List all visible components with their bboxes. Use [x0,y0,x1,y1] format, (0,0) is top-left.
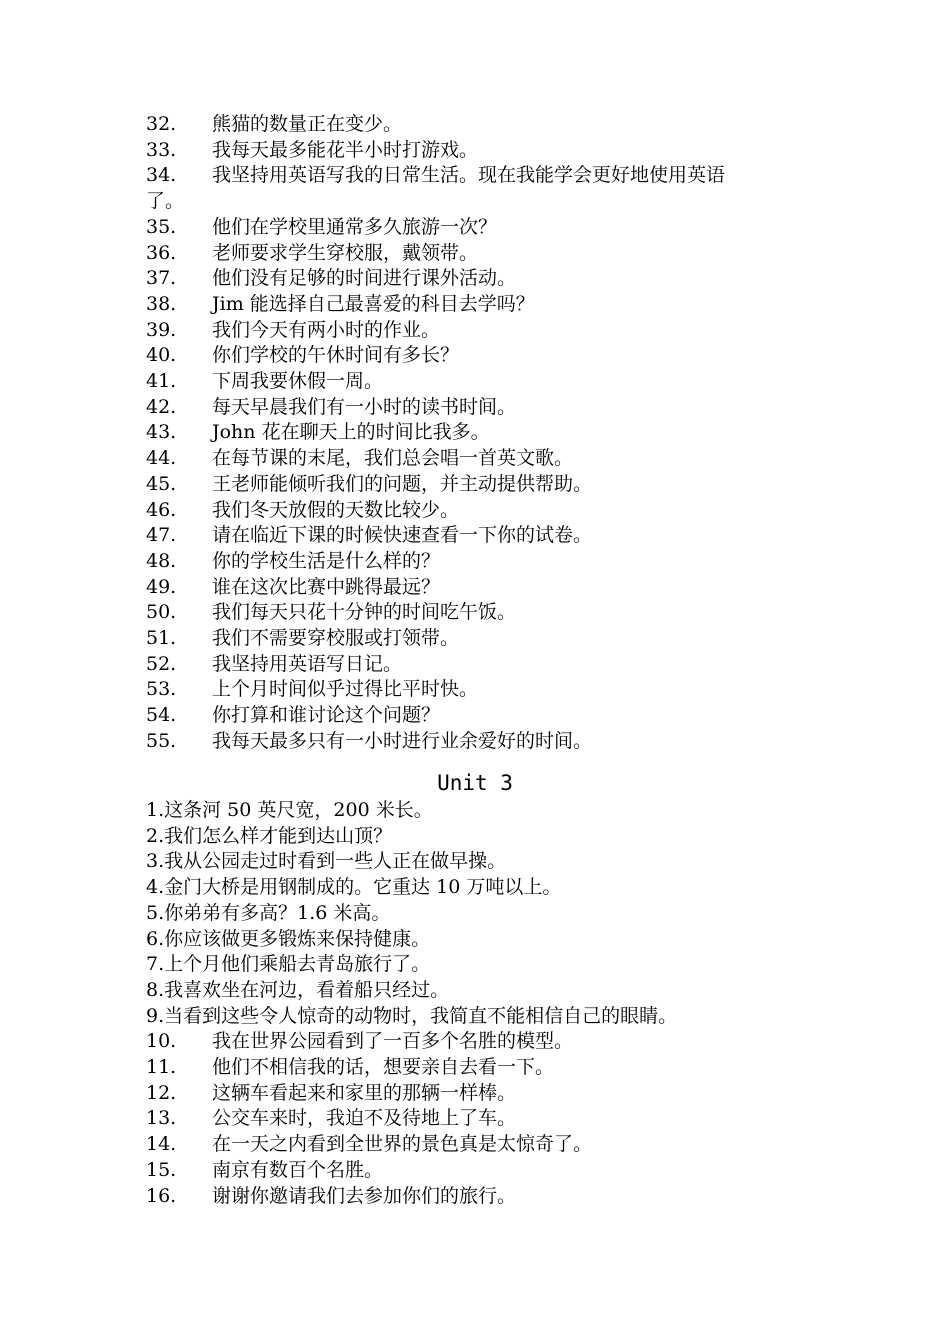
item-number: 36. [146,241,177,264]
list-item [146,1158,826,1184]
item-text: 我在世界公园看到了一百多个名胜的模型。 [212,1030,574,1053]
item-number: 1. [146,799,165,821]
item-number: 33. [146,138,177,161]
list-item [146,215,826,241]
item-text-continuation: 了。 [146,190,185,213]
item-text: 在每节课的末尾，我们总会唱一首英文歌。 [212,447,574,470]
item-number: 9. [146,1004,165,1027]
list-item [146,1081,826,1107]
list-item [146,549,826,575]
item-number: 44. [146,447,177,470]
item-number: 48. [146,549,177,572]
list-item [146,875,826,901]
item-text: 南京有数百个名胜。 [212,1158,384,1181]
item-number: 51. [146,627,177,650]
list-item [146,575,826,601]
sentence-list-unit2 [146,112,826,755]
item-text: 我坚持用英语写我的日常生活。现在我能学会更好地使用英语 [212,164,726,187]
item-number: 4. [146,876,165,899]
item-number: 46. [146,498,177,521]
list-item [146,1055,826,1081]
item-number: 49. [146,575,177,598]
item-number: 53. [146,678,177,701]
item-text: 他们没有足够的时间进行课外活动。 [212,267,517,290]
item-text: 每天早晨我们有一小时的读书时间。 [212,395,517,418]
list-item [146,600,826,626]
item-text: 上个月时间似乎过得比平时快。 [212,678,479,701]
item-text: 老师要求学生穿校服，戴领带。 [212,241,479,264]
list-item [146,318,826,344]
list-item [146,729,826,755]
list-item [146,703,826,729]
item-text: Jim 能选择自己最喜爱的科目去学吗？ [212,292,535,315]
item-number: 7. [146,953,165,976]
item-number: 10. [146,1030,177,1053]
item-text: 在一天之内看到全世界的景色真是太惊奇了。 [212,1133,593,1156]
item-number: 37. [146,267,177,290]
item-text: 我从公园走过时看到一些人正在做早操。 [164,850,507,873]
item-text: 上个月他们乘船去青岛旅行了。 [164,953,431,976]
list-item [146,498,826,524]
item-text: 你弟弟有多高？1.6 米高。 [164,901,391,924]
item-text: 王老师能倾听我们的问题，并主动提供帮助。 [212,472,593,495]
list-item [146,798,826,824]
item-text: 你应该做更多锻炼来保持健康。 [164,927,431,950]
item-number: 32. [146,113,177,135]
item-text: 谁在这次比赛中跳得最远？ [212,575,441,598]
item-number: 13. [146,1107,177,1130]
item-number: 40. [146,344,177,367]
item-text: 他们不相信我的话，想要亲自去看一下。 [212,1056,555,1079]
item-number: 11. [146,1056,177,1079]
item-text: 我们每天只花十分钟的时间吃午饭。 [212,601,517,624]
item-number: 34. [146,164,177,187]
list-item [146,420,826,446]
list-item [146,395,826,421]
item-number: 54. [146,704,177,727]
item-number: 47. [146,524,177,547]
item-text: 我喜欢坐在河边，看着船只经过。 [164,978,450,1001]
list-item [146,1132,826,1158]
item-text: 你们学校的午休时间有多长？ [212,344,460,367]
list-item [146,1184,826,1210]
list-item [146,343,826,369]
item-number: 14. [146,1133,177,1156]
item-number: 6. [146,927,165,950]
item-text: 我们怎么样才能到达山顶？ [164,824,393,847]
list-item [146,952,826,978]
list-item [146,677,826,703]
item-text: 我们不需要穿校服或打领带。 [212,627,460,650]
item-text: 下周我要休假一周。 [212,370,384,393]
list-item [146,292,826,318]
list-item [146,369,826,395]
list-item [146,978,826,1004]
item-text: 我每天最多只有一小时进行业余爱好的时间。 [212,729,593,752]
item-number: 3. [146,850,165,873]
item-number: 39. [146,318,177,341]
list-item [146,446,826,472]
sentence-list-unit3 [146,798,826,1209]
item-number: 38. [146,292,177,315]
list-item [146,901,826,927]
list-item [146,472,826,498]
item-number: 2. [146,824,165,847]
item-text: 这辆车看起来和家里的那辆一样棒。 [212,1081,517,1104]
list-item [146,626,826,652]
unit-3-heading: Unit 3 [437,771,513,795]
item-text: 熊猫的数量正在变少。 [212,113,403,135]
list-item [146,824,826,850]
item-text: 这条河 50 英尺宽，200 米长。 [164,799,433,821]
list-item [146,241,826,267]
item-number: 43. [146,421,177,444]
list-item [146,266,826,292]
item-text: 金门大桥是用钢制成的。它重达 10 万吨以上。 [164,876,562,899]
item-number: 41. [146,370,177,393]
item-number: 52. [146,652,177,675]
item-text: 我每天最多能花半小时打游戏。 [212,138,479,161]
list-item [146,927,826,953]
item-text: 他们在学校里通常多久旅游一次？ [212,215,498,238]
list-item [146,1106,826,1132]
item-number: 35. [146,215,177,238]
item-text: John 花在聊天上的时间比我多。 [212,421,490,444]
item-text: 你打算和谁讨论这个问题？ [212,704,441,727]
list-item [146,112,826,138]
item-text: 我坚持用英语写日记。 [212,652,403,675]
list-item [146,523,826,549]
list-item [146,652,826,678]
item-number: 8. [146,978,165,1001]
list-item [146,1004,826,1030]
item-number: 15. [146,1158,177,1181]
list-item [146,163,826,189]
item-text: 当看到这些令人惊奇的动物时，我简直不能相信自己的眼睛。 [164,1004,678,1027]
item-number: 16. [146,1184,177,1207]
item-text: 你的学校生活是什么样的？ [212,549,441,572]
item-number: 45. [146,472,177,495]
item-number: 42. [146,395,177,418]
item-number: 12. [146,1081,177,1104]
item-text: 我们今天有两小时的作业。 [212,318,441,341]
item-number: 55. [146,729,177,752]
list-item [146,1029,826,1055]
list-item [146,849,826,875]
item-text: 谢谢你邀请我们去参加你们的旅行。 [212,1184,517,1207]
item-text: 我们冬天放假的天数比较少。 [212,498,460,521]
item-text: 请在临近下课的时候快速查看一下你的试卷。 [212,524,593,547]
item-number: 50. [146,601,177,624]
item-text: 公交车来时，我迫不及待地上了车。 [212,1107,517,1130]
list-item [146,138,826,164]
item-number: 5. [146,901,165,924]
